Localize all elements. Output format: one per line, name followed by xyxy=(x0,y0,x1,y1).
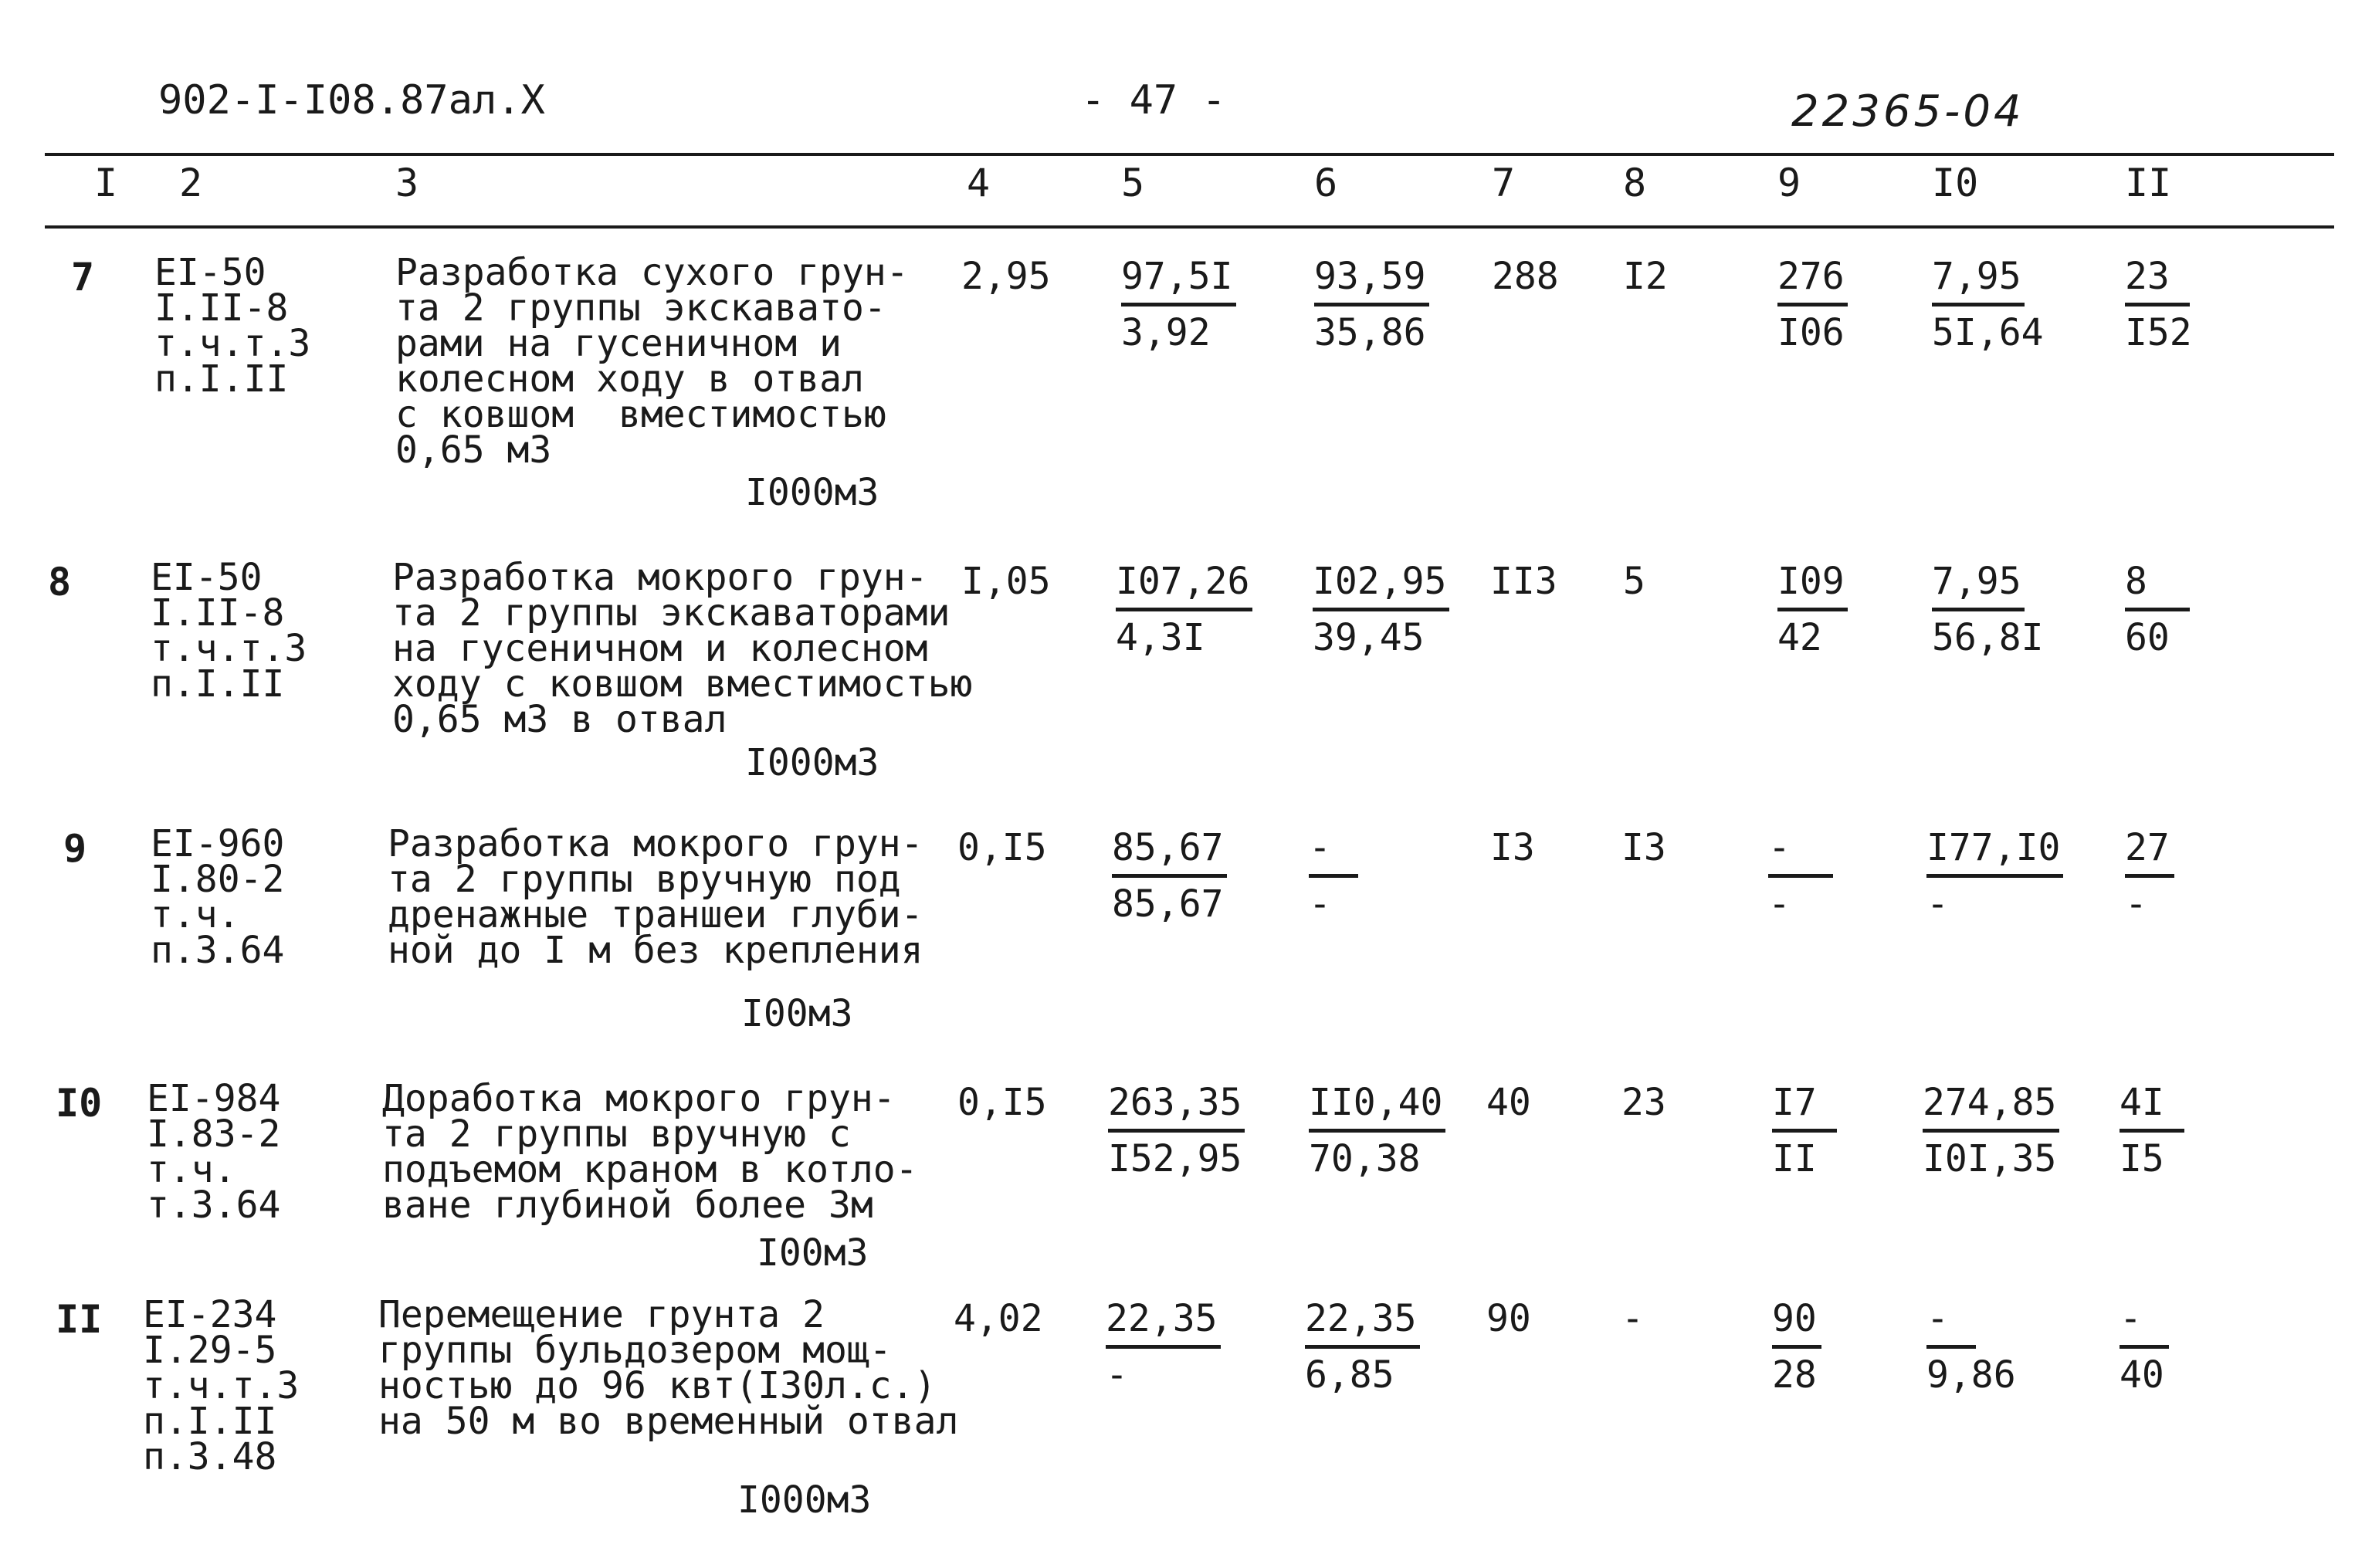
fraction-denominator: - xyxy=(1309,882,1331,926)
fraction-numerator: II0,40 xyxy=(1309,1076,1445,1133)
column-header-4: 4 xyxy=(967,161,991,205)
row-number: 8 xyxy=(48,560,72,605)
col5-fraction xyxy=(1106,1292,1221,1401)
handwritten-stamp: 22365-04 xyxy=(1791,86,2025,137)
fraction-denominator: - xyxy=(1926,882,1949,926)
col6-fraction xyxy=(1314,250,1429,359)
fraction-numerator: 97,5I xyxy=(1121,250,1236,306)
col11-fraction xyxy=(2120,1292,2169,1401)
col9-fraction xyxy=(1772,1076,1837,1185)
column-header-11: II xyxy=(2125,161,2172,205)
fraction-denominator: I0I,35 xyxy=(1923,1137,2057,1180)
col10-fraction xyxy=(1932,555,2044,664)
fraction-numerator: - xyxy=(1926,1292,1976,1349)
fraction-numerator: 8 xyxy=(2125,555,2190,611)
fraction-numerator: - xyxy=(1768,821,1833,878)
work-description: Разработка сухого грун- та 2 группы экскавато- рами на гусеничном и колесном ходу в отвал с ковшом вместимостью 0,65 м3 xyxy=(395,251,909,472)
fraction-denominator: 56,8I xyxy=(1932,616,2044,659)
fraction-numerator: I09 xyxy=(1777,555,1848,611)
fraction-numerator: I77,I0 xyxy=(1926,821,2063,878)
unit-of-measure: I000м3 xyxy=(737,1478,872,1522)
fraction-denominator: 42 xyxy=(1777,616,1822,659)
column-header-9: 9 xyxy=(1777,161,1801,205)
col8-value: - xyxy=(1621,1297,1644,1340)
fraction-numerator: I07,26 xyxy=(1116,555,1252,611)
quantity: I,05 xyxy=(961,560,1051,603)
fraction-denominator: 40 xyxy=(2120,1353,2164,1397)
norm-code: EI-960 I.80-2 т.ч. п.3.64 xyxy=(151,822,285,972)
col11-fraction xyxy=(2125,250,2192,359)
column-header-2: 2 xyxy=(179,161,203,205)
page-number: - 47 - xyxy=(1081,77,1226,124)
work-description: Разработка мокрого грун- та 2 группы экскаваторами на гусеничном и колесном ходу с ковшом вместимостью 0,65 м3 в отвал xyxy=(392,556,973,741)
fraction-numerator: - xyxy=(1309,821,1358,878)
fraction-numerator: 263,35 xyxy=(1108,1076,1245,1133)
col7-value: II3 xyxy=(1490,560,1557,603)
fraction-denominator: 70,38 xyxy=(1309,1137,1421,1180)
row-number: 7 xyxy=(71,255,95,300)
unit-of-measure: I000м3 xyxy=(745,741,879,784)
header-bottom-rule xyxy=(45,225,2334,229)
fraction-numerator: 22,35 xyxy=(1106,1292,1221,1349)
norm-code: EI-50 I.II-8 т.ч.т.3 п.I.II xyxy=(154,251,311,401)
column-header-3: 3 xyxy=(395,161,419,205)
fraction-denominator: - xyxy=(1106,1353,1128,1397)
norm-code: EI-984 I.83-2 т.ч. т.3.64 xyxy=(147,1077,281,1227)
work-description: Разработка мокрого грун- та 2 группы вручную под дренажные траншеи глуби- ной до I м без крепления xyxy=(388,822,923,972)
column-header-6: 6 xyxy=(1314,161,1338,205)
col11-fraction xyxy=(2125,555,2190,664)
fraction-denominator: 85,67 xyxy=(1112,882,1224,926)
fraction-numerator: 90 xyxy=(1772,1292,1821,1349)
norm-code: EI-234 I.29-5 т.ч.т.3 п.I.II п.3.48 xyxy=(143,1293,300,1478)
col8-value: 5 xyxy=(1623,560,1645,603)
fraction-denominator: 4,3I xyxy=(1116,616,1205,659)
table-row xyxy=(0,818,2372,1035)
fraction-denominator: I06 xyxy=(1777,311,1845,354)
col7-value: 288 xyxy=(1492,255,1559,298)
fraction-denominator: 35,86 xyxy=(1314,311,1426,354)
row-number: I0 xyxy=(56,1081,103,1126)
col9-fraction xyxy=(1777,555,1848,664)
col5-fraction xyxy=(1121,250,1236,359)
col6-fraction xyxy=(1305,1292,1420,1401)
work-description: Перемещение грунта 2 группы бульдозером мощ- ностью до 96 квт(I30л.с.) на 50 м во временный отвал xyxy=(378,1293,959,1443)
table-row xyxy=(0,1289,2372,1522)
fraction-numerator: I7 xyxy=(1772,1076,1837,1133)
fraction-denominator: 39,45 xyxy=(1313,616,1425,659)
table-row xyxy=(0,247,2372,514)
col5-fraction xyxy=(1116,555,1252,664)
col11-fraction xyxy=(2125,821,2174,930)
column-header-10: I0 xyxy=(1932,161,1979,205)
table-row xyxy=(0,1073,2372,1289)
col9-fraction xyxy=(1772,1292,1821,1401)
quantity: 0,I5 xyxy=(957,826,1047,869)
fraction-numerator: - xyxy=(2120,1292,2169,1349)
fraction-numerator: 93,59 xyxy=(1314,250,1429,306)
fraction-numerator: 7,95 xyxy=(1932,555,2025,611)
row-number: II xyxy=(56,1297,103,1342)
fraction-denominator: 6,85 xyxy=(1305,1353,1394,1397)
fraction-denominator: 9,86 xyxy=(1926,1353,2016,1397)
col10-fraction xyxy=(1923,1076,2059,1185)
col7-value: 40 xyxy=(1486,1081,1531,1124)
col6-fraction xyxy=(1309,1076,1445,1185)
fraction-denominator: I52 xyxy=(2125,311,2192,354)
fraction-denominator: - xyxy=(2125,882,2147,926)
col9-fraction xyxy=(1768,821,1833,930)
table-row xyxy=(0,552,2372,784)
unit-of-measure: I00м3 xyxy=(741,992,853,1035)
document-reference: 902-I-I08.87ал.X xyxy=(158,77,545,124)
col11-fraction xyxy=(2120,1076,2184,1185)
column-header-1: I xyxy=(94,161,118,205)
fraction-denominator: II xyxy=(1772,1137,1817,1180)
fraction-numerator: 274,85 xyxy=(1923,1076,2059,1133)
col9-fraction xyxy=(1777,250,1848,359)
fraction-denominator: 28 xyxy=(1772,1353,1817,1397)
fraction-denominator: 3,92 xyxy=(1121,311,1211,354)
col8-value: I3 xyxy=(1621,826,1666,869)
col10-fraction xyxy=(1926,821,2063,930)
fraction-numerator: 85,67 xyxy=(1112,821,1227,878)
fraction-numerator: 23 xyxy=(2125,250,2190,306)
fraction-denominator: 60 xyxy=(2125,616,2170,659)
col10-fraction xyxy=(1932,250,2044,359)
norm-code: EI-50 I.II-8 т.ч.т.3 п.I.II xyxy=(151,556,307,706)
fraction-denominator: - xyxy=(1768,882,1791,926)
fraction-denominator: 5I,64 xyxy=(1932,311,2044,354)
work-description: Доработка мокрого грун- та 2 группы вручную с подъемом краном в котло- ване глубиной более 3м xyxy=(382,1077,918,1227)
fraction-numerator: 27 xyxy=(2125,821,2174,878)
column-header-8: 8 xyxy=(1623,161,1647,205)
quantity: 4,02 xyxy=(954,1297,1043,1340)
col6-fraction xyxy=(1309,821,1358,930)
header-top-rule xyxy=(45,153,2334,156)
fraction-numerator: 22,35 xyxy=(1305,1292,1420,1349)
fraction-denominator: I52,95 xyxy=(1108,1137,1242,1180)
unit-of-measure: I000м3 xyxy=(745,471,879,514)
quantity: 2,95 xyxy=(961,255,1051,298)
col6-fraction xyxy=(1313,555,1449,664)
col7-value: I3 xyxy=(1490,826,1535,869)
fraction-numerator: 7,95 xyxy=(1932,250,2025,306)
col8-value: I2 xyxy=(1623,255,1668,298)
column-header-5: 5 xyxy=(1121,161,1145,205)
col10-fraction xyxy=(1926,1292,2016,1401)
col5-fraction xyxy=(1112,821,1227,930)
fraction-numerator: 4I xyxy=(2120,1076,2184,1133)
col8-value: 23 xyxy=(1621,1081,1666,1124)
column-header-7: 7 xyxy=(1492,161,1516,205)
quantity: 0,I5 xyxy=(957,1081,1047,1124)
unit-of-measure: I00м3 xyxy=(757,1231,869,1275)
row-number: 9 xyxy=(63,826,87,871)
fraction-numerator: I02,95 xyxy=(1313,555,1449,611)
col7-value: 90 xyxy=(1486,1297,1531,1340)
fraction-numerator: 276 xyxy=(1777,250,1848,306)
fraction-denominator: I5 xyxy=(2120,1137,2164,1180)
col5-fraction xyxy=(1108,1076,1245,1185)
